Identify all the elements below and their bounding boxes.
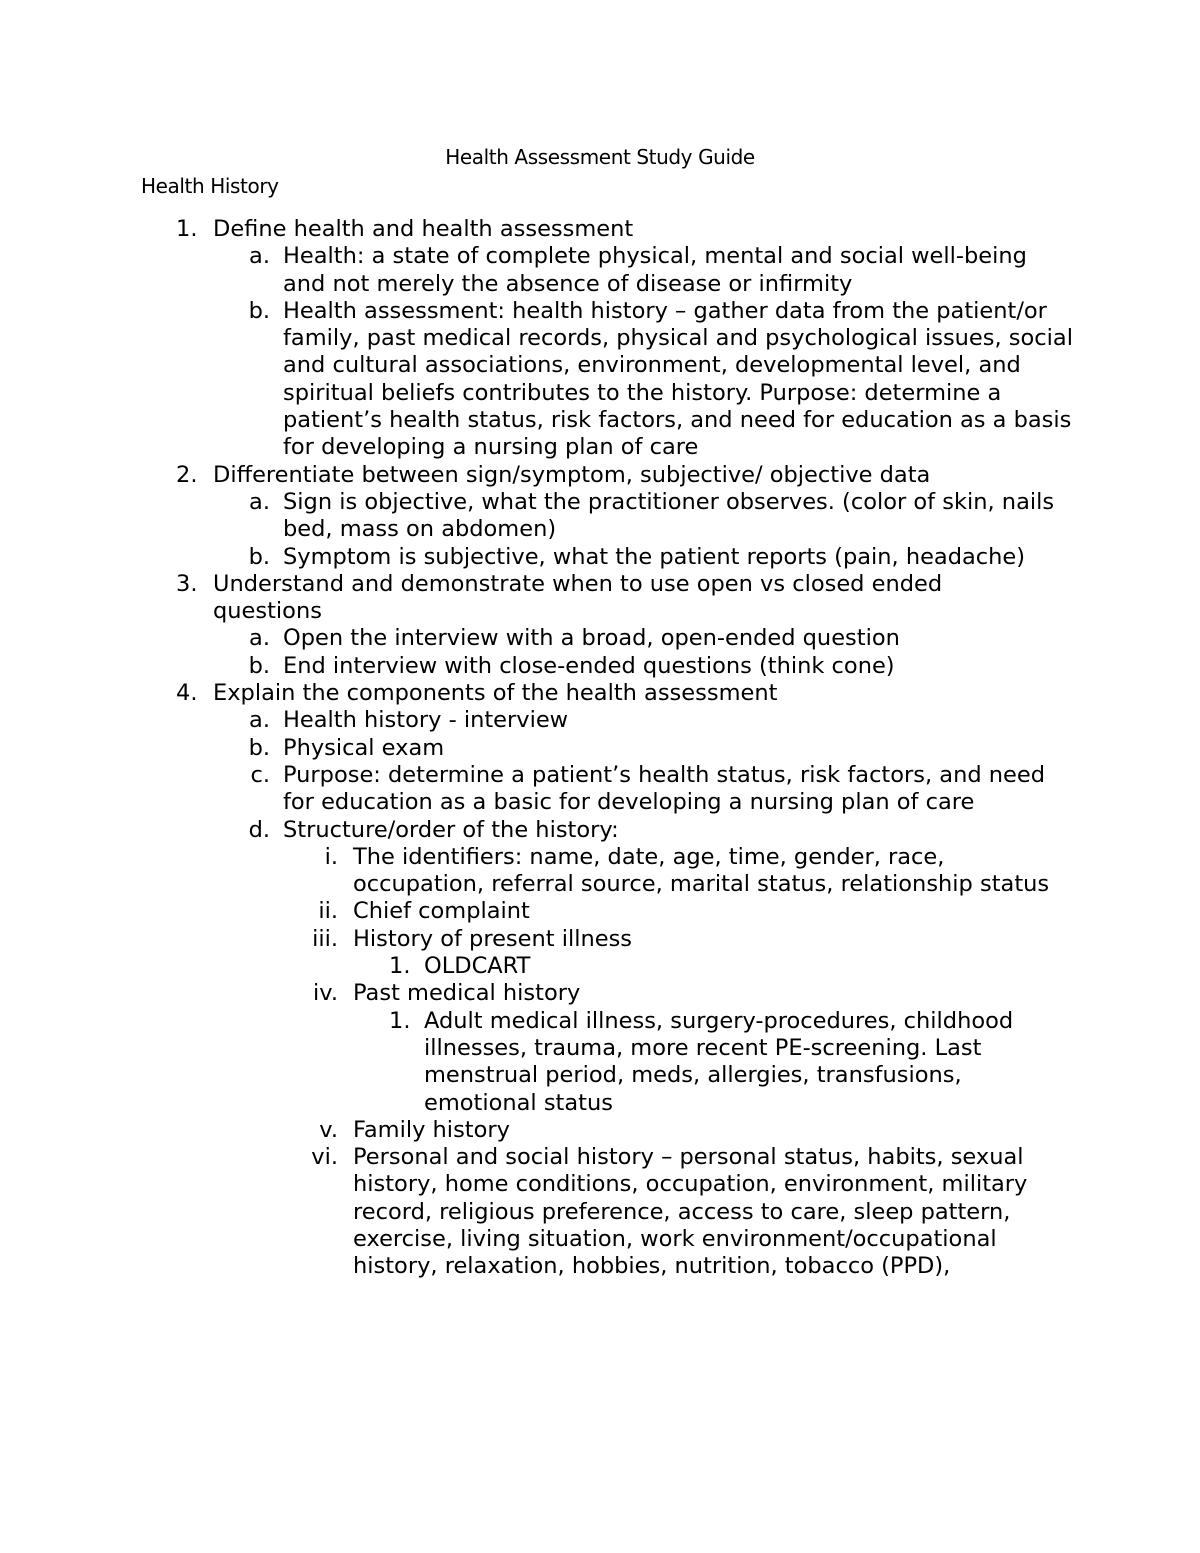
list-marker: v.	[319, 1116, 338, 1143]
list-item-text: Health assessment: health history – gather data from the patient/or family, past medical records, physical and psychological issues, social and cultural associations, environment, developmental level, and spiritual beliefs contributes to the history. Purpose: determine a patient’s health status, risk factors, and need for education as a basis for developing a nursing plan of care	[283, 297, 1073, 461]
list-marker: d.	[248, 816, 270, 843]
list-marker: 4.	[176, 680, 198, 707]
list-item-text: Personal and social history – personal status, habits, sexual history, home conditions, occupation, environment, military record, religious preference, access to care, sleep pattern, exercise, living situation, work environment/occupational history, relaxation, hobbies, nutrition, tobacco (PPD),	[353, 1144, 1028, 1280]
list-marker: a.	[249, 243, 270, 270]
list-marker: ii.	[318, 898, 338, 925]
list-item	[0, 680, 1018, 707]
list-item	[0, 1008, 1074, 1117]
list-marker: a.	[249, 707, 270, 734]
list-item-text: OLDCART	[424, 953, 531, 980]
list-marker: iii.	[312, 925, 338, 952]
list-marker: b.	[248, 543, 270, 570]
list-item-text: End interview with close-ended questions (think cone)	[283, 652, 895, 679]
list-item	[0, 926, 1073, 953]
list-marker: b.	[248, 734, 270, 761]
list-item-text: Define health and health assessment	[213, 216, 634, 242]
list-item-text: History of present illness	[353, 925, 633, 952]
list-item	[0, 544, 1073, 571]
list-item-text: Sign is objective, what the practitioner observes. (color of skin, nails bed, mass on abdomen)	[283, 488, 1055, 543]
list-item-text: Structure/order of the history:	[283, 816, 619, 843]
list-item-text: Symptom is subjective, what the patient reports (pain, headache)	[283, 543, 1026, 570]
document-title: Health Assessment Study Guide	[445, 145, 755, 169]
list-item-text: Explain the components of the health assessment	[213, 680, 778, 707]
list-item	[0, 298, 1073, 462]
list-item-text: Past medical history	[353, 980, 581, 1007]
list-item	[0, 817, 1073, 844]
list-item	[0, 953, 1074, 980]
list-item-text: Purpose: determine a patient’s health status, risk factors, and need for education as a basic for developing a nursing plan of care	[283, 761, 1046, 816]
section-heading: Health History	[141, 174, 279, 198]
list-item	[0, 980, 1073, 1007]
list-item	[0, 243, 1073, 298]
list-item	[0, 898, 1073, 925]
list-item	[0, 625, 1073, 652]
list-item	[0, 1117, 1073, 1144]
list-marker: iv.	[313, 980, 338, 1007]
list-item	[0, 735, 1073, 762]
list-marker: i.	[324, 843, 338, 870]
list-item-text: The identifiers: name, date, age, time, gender, race, occupation, referral source, marital status, relationship status	[353, 843, 1050, 898]
list-marker: 1.	[389, 953, 411, 980]
list-item-text: Family history	[353, 1116, 510, 1143]
list-item	[0, 489, 1073, 544]
list-item-text: Physical exam	[283, 734, 445, 761]
list-marker: 3.	[176, 570, 198, 597]
list-item-text: Open the interview with a broad, open-ended question	[283, 625, 900, 652]
list-item	[0, 216, 1018, 243]
list-marker: 2.	[176, 461, 198, 488]
outline-list	[0, 216, 1200, 1281]
list-item-text: Understand and demonstrate when to use open vs closed ended questions	[213, 570, 943, 625]
list-marker: b.	[248, 297, 270, 324]
list-item	[0, 653, 1073, 680]
list-item	[0, 707, 1073, 734]
list-item	[0, 1144, 1073, 1280]
list-item	[0, 762, 1073, 817]
list-marker: b.	[248, 652, 270, 679]
list-marker: c.	[250, 761, 270, 788]
list-item	[0, 571, 1018, 626]
list-item	[0, 844, 1073, 899]
list-marker: a.	[249, 488, 270, 515]
list-marker: 1.	[389, 1007, 411, 1034]
list-marker: a.	[249, 625, 270, 652]
list-item-text: Differentiate between sign/symptom, subjective/ objective data	[213, 461, 931, 488]
list-item	[0, 462, 1018, 489]
list-item-text: Health history - interview	[283, 707, 569, 734]
list-marker: 1.	[176, 216, 198, 242]
list-marker: vi.	[311, 1144, 338, 1171]
list-item-text: Health: a state of complete physical, mental and social well-being and not merely the absence of disease or infirmity	[283, 243, 1027, 297]
list-item-text: Adult medical illness, surgery-procedures, childhood illnesses, trauma, more recent PE-screening. Last menstrual period, meds, allergies, transfusions, emotional status	[424, 1007, 1014, 1116]
list-item-text: Chief complaint	[353, 898, 530, 925]
